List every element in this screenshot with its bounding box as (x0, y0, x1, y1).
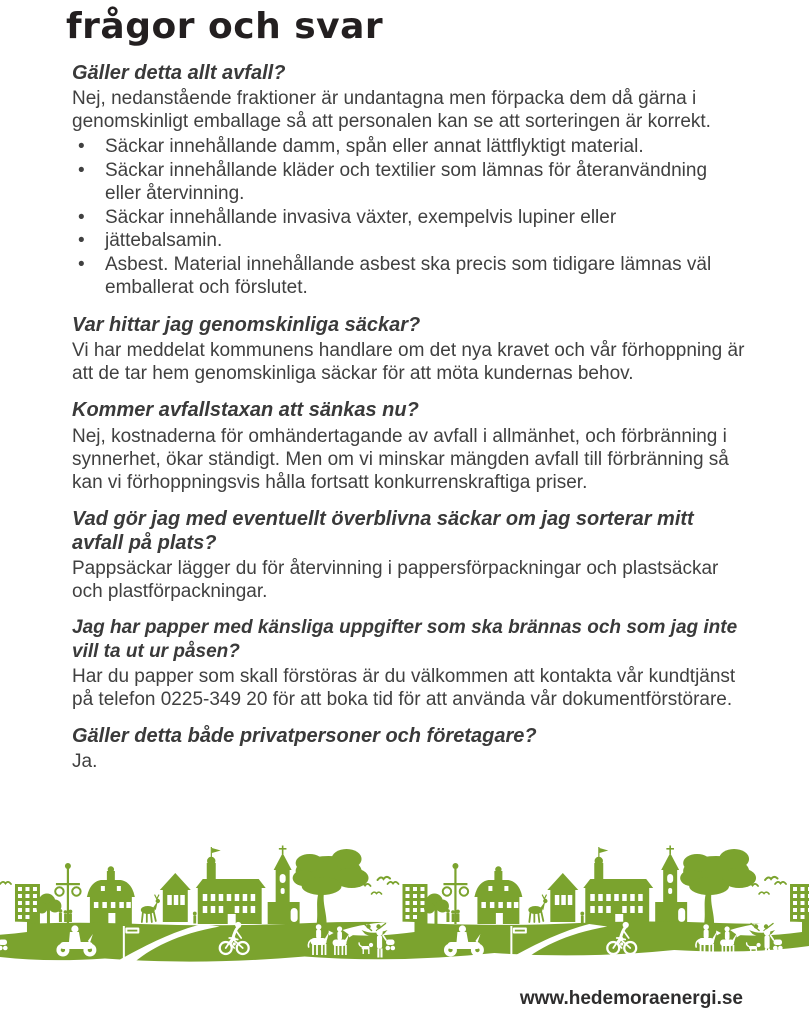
faq-question: Var hittar jag genomskinliga säckar? (72, 313, 421, 336)
faq-item (72, 507, 748, 604)
page-title: frågor och svar (66, 6, 384, 47)
faq-question: Gäller detta både privatpersoner och företagare? (72, 724, 537, 747)
list-item: • Säckar innehållande invasiva växter, exempelvis lupiner eller (72, 206, 748, 230)
list-item: • jättebalsamin. (72, 229, 748, 253)
list-item: • Säckar innehållande damm, spån eller annat lättflyktigt material. (72, 135, 748, 159)
faq-question: Gäller detta allt avfall? (72, 62, 286, 84)
faq-answer: Ja. (72, 751, 98, 773)
faq-answer: Nej, nedanstående fraktioner är undantagna men förpacka dem då gärna i genomskinligt emballage så att personalen kan se att sorteringen är korrekt. (72, 88, 711, 133)
faq-item (72, 724, 748, 773)
faq-content (66, 4, 748, 773)
footer-url: www.hedemoraenergi.se (519, 988, 743, 1009)
list-item: • Säckar innehållande kläder och textilier som lämnas för återanvändning eller återvinning. (72, 159, 748, 206)
cityscape-illustration (0, 842, 809, 978)
faq-answer: Vi har meddelat kommunens handlare om det nya kravet och vår förhoppning är att de tar hem genomskinliga säckar för att möta kundernas behov. (72, 340, 745, 385)
faq-answer: Pappsäckar lägger du för återvinning i pappersförpackningar och plastsäckar och plastförpackningar. (72, 558, 719, 603)
faq-bullet-list (72, 135, 748, 300)
faq-answer: Har du papper som skall förstöras är du välkommen att kontakta vår kundtjänst på telefon 0225-349 20 för att boka tid för att använda vår dokumentförstörare. (72, 665, 736, 710)
footer-illustration (0, 842, 809, 978)
faq-item (72, 61, 748, 300)
faq-item (72, 616, 748, 710)
faq-question: Kommer avfallstaxan att sänkas nu? (72, 399, 419, 422)
faq-question: Jag har papper med känsliga uppgifter som ska brännas och som jag inte vill ta ut ur påsen? (72, 617, 738, 662)
faq-item (72, 313, 748, 385)
faq-question: Vad gör jag med eventuellt överblivna säckar om jag sorterar mitt avfall på plats? (72, 507, 694, 555)
faq-item (72, 398, 748, 493)
list-item: • Asbest. Material innehållande asbest ska precis som tidigare lämnas väl emballerat och förslutet. (72, 253, 748, 300)
faq-answer: Nej, kostnaderna för omhändertagande av avfall i allmänhet, och förbränning i synnerhet, ökar ständigt. Men om vi minskar mängden avfall till förbränning så kan vi förhoppningsvis hålla fortsatt konkurrenskraftiga priser. (72, 425, 729, 493)
